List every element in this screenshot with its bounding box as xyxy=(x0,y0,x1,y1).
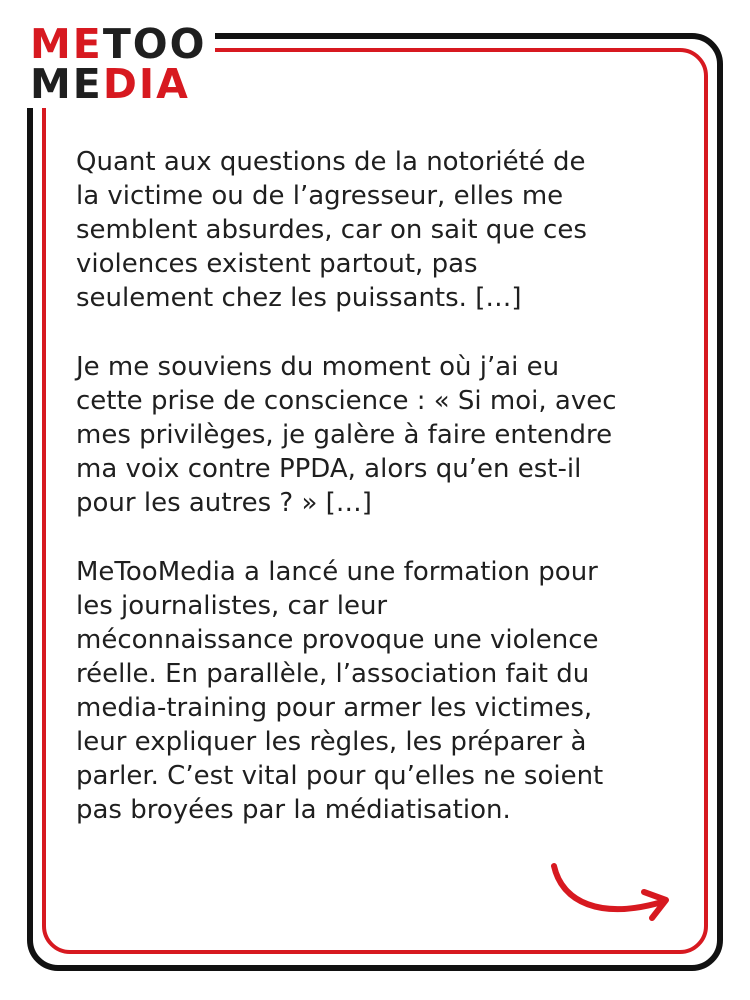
text-line: la victime ou de l’agresseur, elles me xyxy=(76,181,564,211)
text-line: Je me souviens du moment où j’ai eu xyxy=(76,352,560,382)
paragraph-2 xyxy=(76,350,686,520)
text-line: pour les autres ? » […] xyxy=(76,488,372,518)
text-line: violences existent partout, pas xyxy=(76,249,478,279)
text-line: mes privilèges, je galère à faire entendre xyxy=(76,420,613,450)
logo-line-2: MEDIA xyxy=(30,60,190,108)
text-line: les journalistes, car leur xyxy=(76,591,388,621)
text-line: semblent absurdes, car on sait que ces xyxy=(76,215,587,245)
curved-arrow-right-icon[interactable] xyxy=(548,858,678,928)
text-line: parler. C’est vital pour qu’elles ne soient xyxy=(76,761,604,791)
text-line: ma voix contre PPDA, alors qu’en est-il xyxy=(76,454,582,484)
paragraph-3 xyxy=(76,555,686,827)
text-line: Quant aux questions de la notoriété de xyxy=(76,147,586,177)
paragraph-1 xyxy=(76,145,686,315)
text-line: media-training pour armer les victimes, xyxy=(76,693,593,723)
text-line: méconnaissance provoque une violence xyxy=(76,625,599,655)
text-line: cette prise de conscience : « Si moi, avec xyxy=(76,386,617,416)
logo-line-1: METOO xyxy=(30,20,207,68)
text-line: seulement chez les puissants. […] xyxy=(76,283,522,313)
arrow-shaft xyxy=(554,866,662,909)
quote-body xyxy=(76,145,686,862)
metoomedia-logo xyxy=(26,20,215,108)
text-line: pas broyées par la médiatisation. xyxy=(76,795,511,825)
text-line: réelle. En parallèle, l’association fait du xyxy=(76,659,590,689)
text-line: leur expliquer les règles, les préparer à xyxy=(76,727,587,757)
text-line: MeTooMedia a lancé une formation pour xyxy=(76,557,598,587)
